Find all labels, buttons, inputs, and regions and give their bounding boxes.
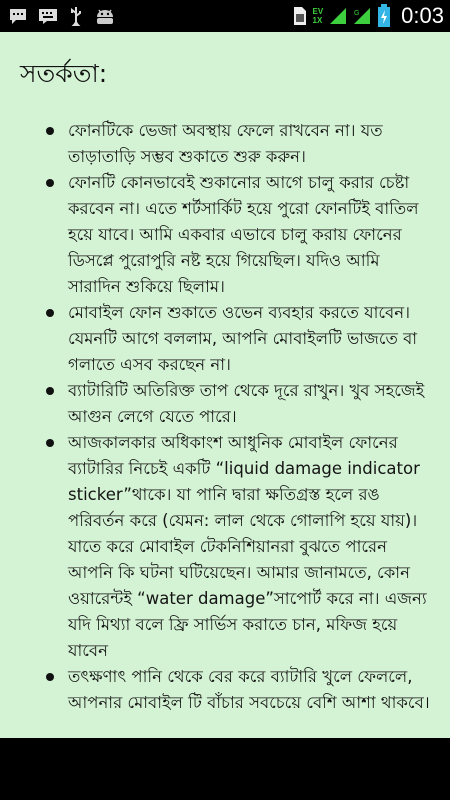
tip-text: ফোনটি কোনভাবেই শুকানোর আগে চালু করার চেষ্টা করবেন না। এতে শর্টসার্কিট হয়ে পুরো ফোনটিই বাতিল হয়ে যাবে। আমি একবার এভাবে চালু করায় ফোনের ডিসপ্লে পুরোপুরি নষ্ট হয়ে গিয়েছিল। যদিও আমি সারাদিন শুকিয়ে ছিলাম। bbox=[68, 173, 419, 296]
list-item bbox=[0, 300, 450, 378]
tip-text: তৎক্ষণাৎ পানি থেকে বের করে ব্যাটারি খুলে ফেললে, আপনার মোবাইল টি বাঁচার সবচেয়ে বেশি আশা থাকবে। bbox=[68, 667, 430, 712]
bottom-black-area bbox=[0, 738, 450, 800]
usb-icon bbox=[68, 6, 84, 26]
tip-text: মোবাইল ফোন শুকাতে ওভেন ব্যবহার করতে যাবেন। যেমনটি আগে বললাম, আপনি মোবাইলটি ভাজতে বা গলাতে এসব করছেন না। bbox=[68, 303, 418, 374]
page-title: সতর্কতা: bbox=[20, 59, 108, 88]
svg-text:G: G bbox=[354, 10, 360, 17]
bullet-icon bbox=[46, 673, 54, 681]
status-bar bbox=[0, 0, 450, 32]
list-item bbox=[0, 118, 450, 170]
sim-card-icon bbox=[293, 6, 307, 26]
tip-text: আজকালকার অধিকাংশ আধুনিক মোবাইল ফোনের ব্যাটারির নিচেই একটি “liquid damage indicator sticker”থাকে। যা পানি দ্বারা ক্ষতিগ্রস্ত হলে রঙ পরিবর্তন করে (যেমন: লাল থেকে গোলাপি হয়ে যায়)। যাতে করে মোবাইল টেকনিশিয়ানরা বুঝতে পারেন আপনি কি ঘটনা ঘটিয়েছেন। আমার জানামতে, কোন ওয়ারেন্টই “water damage”সাপোর্ট করে না। এজন্য যদি মিথ্যা বলে ফ্রি সার্ভিস করাতে চান, মফিজ হয়ে যাবেন bbox=[68, 433, 427, 660]
signal-strength-icon bbox=[329, 7, 347, 25]
notification-icons bbox=[0, 6, 117, 26]
android-icon bbox=[93, 7, 117, 25]
bullet-icon bbox=[46, 309, 54, 317]
tip-text: ফোনটিকে ভেজা অবস্থায় ফেলে রাখবেন না। যত তাড়াতাড়ি সম্ভব শুকাতে শুরু করুন। bbox=[68, 121, 383, 166]
bullet-icon bbox=[46, 387, 54, 395]
tips-list bbox=[0, 118, 450, 716]
system-status bbox=[293, 3, 450, 29]
bullet-icon bbox=[46, 439, 54, 447]
list-item bbox=[0, 170, 450, 300]
list-item bbox=[0, 430, 450, 664]
chat-icon bbox=[8, 7, 28, 25]
article-content[interactable] bbox=[0, 32, 450, 738]
keyboard-icon bbox=[37, 7, 59, 25]
battery-icon bbox=[377, 4, 391, 28]
network-type-label: EV 1X bbox=[312, 7, 324, 25]
clock: 0:03 bbox=[401, 3, 444, 28]
list-item bbox=[0, 664, 450, 716]
bullet-icon bbox=[46, 179, 54, 187]
tip-text: ব্যাটারিটি অতিরিক্ত তাপ থেকে দূরে রাখুন। খুব সহজেই আগুন লেগে যেতে পারে। bbox=[68, 381, 425, 426]
bullet-icon bbox=[46, 127, 54, 135]
list-item bbox=[0, 378, 450, 430]
signal-strength-2-icon bbox=[353, 7, 371, 25]
